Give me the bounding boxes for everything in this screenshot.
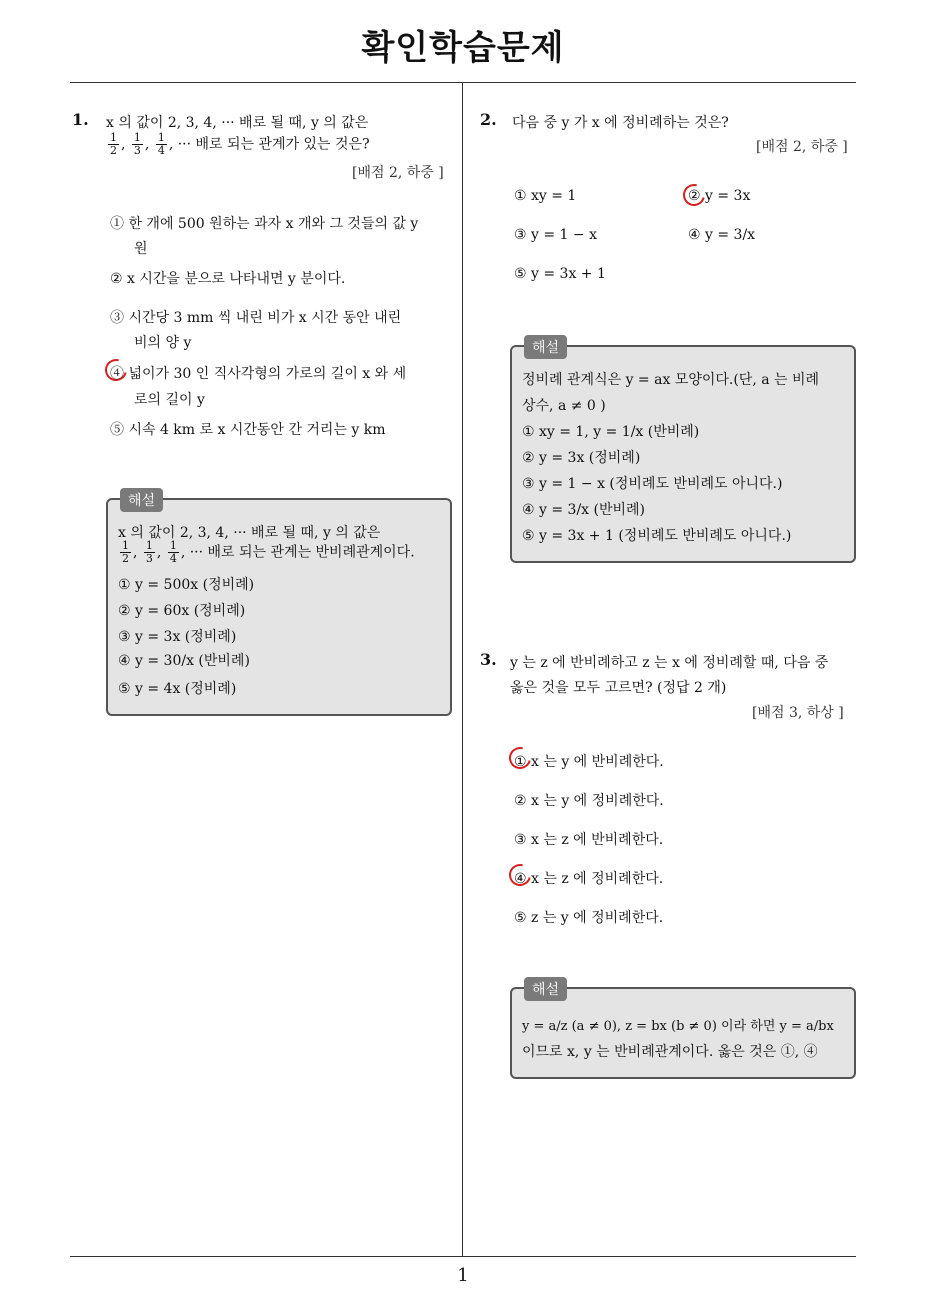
explanation-item: ⑤ y = 3x + 1 (정비례도 반비례도 아니다.)	[522, 528, 792, 544]
explanation-tag: 해설	[524, 335, 567, 359]
explanation-item: ① y = 500x (정비례)	[118, 577, 255, 593]
fraction: $\frac{1}{2}$	[110, 131, 117, 157]
fraction: $\frac{1}{2}$	[122, 539, 129, 565]
option-3-cont: 비의 양 y	[134, 335, 192, 351]
option-3[interactable]: ③ y = 1 − x	[514, 227, 597, 243]
explanation-box	[106, 493, 452, 716]
fraction: $\frac{1}{3}$	[133, 131, 141, 157]
explanation-item: ③ y = 1 − x (정비례도 반비례도 아니다.)	[522, 476, 783, 492]
option-1[interactable]: ① 한 개에 500 원하는 과자 x 개와 그 것들의 값 y	[110, 216, 419, 232]
question-text-line-1: y 는 z 에 반비례하고 z 는 x 에 정비례할 때, 다음 중	[510, 655, 829, 671]
fraction: $\frac{1}{3}$	[145, 539, 153, 565]
option-3[interactable]: ③ x 는 z 에 반비례한다.	[514, 832, 664, 848]
page-number: 1	[457, 1265, 469, 1286]
option-1[interactable]: ① xy = 1	[514, 188, 577, 204]
explanation-box	[510, 340, 856, 563]
option-4-cont: 로의 길이 y	[134, 392, 205, 408]
fraction: $\frac{1}{4}$	[157, 131, 165, 157]
option-5[interactable]: ⑤ z 는 y 에 정비례한다.	[514, 910, 664, 926]
score-meta: [배점 2, 하중 ]	[352, 165, 444, 181]
score-meta: [배점 3, 하상 ]	[752, 705, 844, 721]
option-1[interactable]: ① x 는 y 에 반비례한다.	[514, 754, 664, 770]
question-text-tail: ··· 배로 되는 관계가 있는 것은?	[177, 136, 370, 153]
question-text-line-1: 다음 중 y 가 x 에 정비례하는 것은?	[512, 115, 729, 131]
explanation-tag: 해설	[524, 977, 567, 1001]
explanation-text-tail: ··· 배로 되는 관계는 반비례관계이다.	[189, 544, 415, 561]
question-number: 3.	[480, 650, 497, 669]
explanation-line-2: 이므로 x, y 는 반비례관계이다. 옳은 것은 ①, ④	[522, 1044, 818, 1060]
explanation-item: ① xy = 1, y = 1/x (반비례)	[522, 424, 700, 440]
question-number: 1.	[72, 110, 89, 129]
explanation-tag: 해설	[120, 488, 163, 512]
explanation-line-1: 정비례 관계식은 y = ax 모양이다.(단, a 는 비례	[522, 372, 820, 388]
option-4[interactable]: ④ y = 3/x	[688, 227, 756, 243]
explanation-line-1: x 의 값이 2, 3, 4, ··· 배로 될 때, y 의 값은	[118, 525, 381, 541]
question-text-line-1: x 의 값이 2, 3, 4, ··· 배로 될 때, y 의 값은	[106, 115, 369, 131]
option-2[interactable]: ② x 는 y 에 정비례한다.	[514, 793, 664, 809]
option-1-cont: 원	[134, 241, 148, 257]
option-2[interactable]: ② y = 3x	[688, 188, 751, 204]
question-number: 2.	[480, 110, 497, 129]
score-meta: [배점 2, 하중 ]	[756, 139, 848, 155]
option-5[interactable]: ⑤ 시속 4 km 로 x 시간동안 간 거리는 y km	[110, 422, 386, 438]
explanation-item: ④ y = 30/x (반비례)	[118, 653, 250, 669]
option-4[interactable]: ④ 넓이가 30 인 직사각형의 가로의 길이 x 와 세	[110, 366, 407, 382]
option-4[interactable]: ④ x 는 z 에 정비례한다.	[514, 871, 664, 887]
option-5[interactable]: ⑤ y = 3x + 1	[514, 266, 606, 282]
column-divider	[462, 83, 463, 1256]
question-text-line-2: $\frac{1}{2}$ , $\frac{1}{3}$ , $\frac{1}{4}$ , ··· 배로 되는 관계가 있는 것은?	[110, 131, 370, 157]
top-rule	[70, 82, 856, 83]
fraction: $\frac{1}{4}$	[169, 539, 177, 565]
option-2[interactable]: ② x 시간을 분으로 나타내면 y 분이다.	[110, 271, 346, 287]
explanation-line-2: $\frac{1}{2}$ , $\frac{1}{3}$ , $\frac{1}{4}$ , ··· 배로 되는 관계는 반비례관계이다.	[122, 539, 415, 565]
explanation-line-1: y = a/z (a ≠ 0), z = bx (b ≠ 0) 이라 하면 y = a/bx	[522, 1019, 834, 1034]
explanation-box	[510, 982, 856, 1079]
explanation-item: ② y = 3x (정비례)	[522, 450, 641, 466]
question-text-line-2: 옳은 것을 모두 고르면? (정답 2 개)	[510, 680, 727, 696]
explanation-item: ⑤ y = 4x (정비례)	[118, 681, 237, 697]
explanation-line-2: 상수, a ≠ 0 )	[522, 398, 606, 414]
explanation-item: ② y = 60x (정비례)	[118, 603, 246, 619]
explanation-item: ③ y = 3x (정비례)	[118, 629, 237, 645]
explanation-item: ④ y = 3/x (반비례)	[522, 502, 646, 518]
option-3[interactable]: ③ 시간당 3 mm 씩 내린 비가 x 시간 동안 내린	[110, 310, 402, 326]
page-title: 확인학습문제	[361, 28, 565, 68]
bottom-rule	[70, 1256, 856, 1257]
